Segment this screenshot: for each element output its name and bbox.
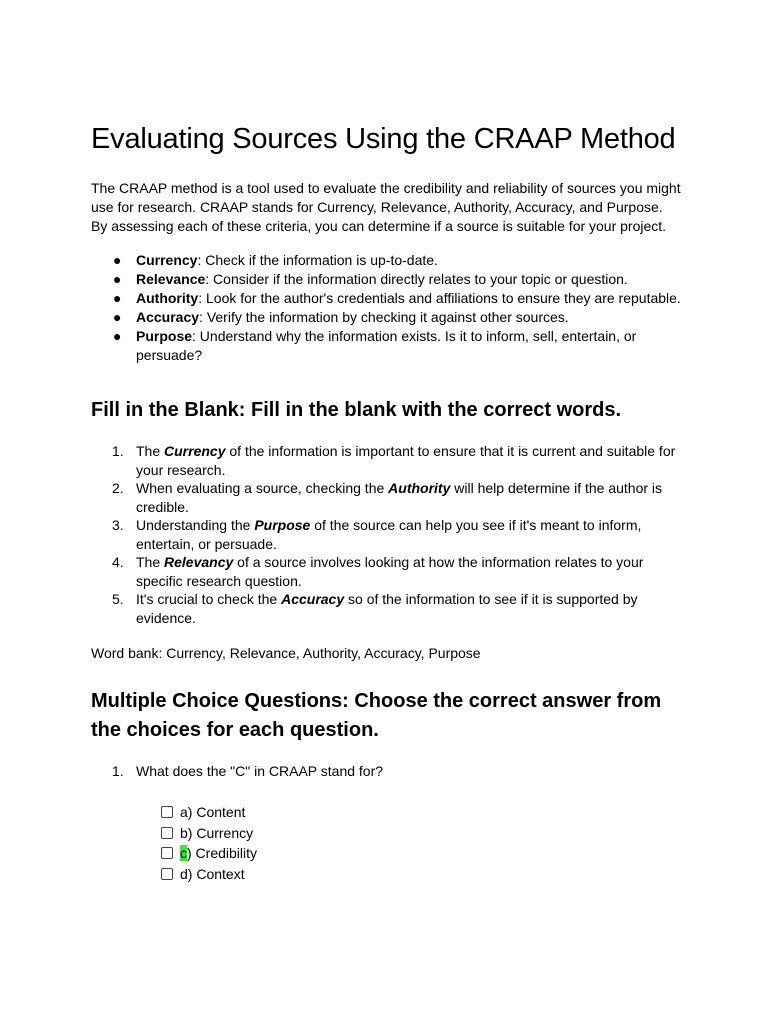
item-number: 1. (112, 443, 124, 459)
criteria-term: Authority (136, 290, 199, 306)
blank-text-after: of the source can help you see if it's meant to inform, entertain, or persuade. (136, 517, 642, 552)
criteria-desc: : Check if the information is up-to-date. (197, 252, 438, 268)
blank-text-before: When evaluating a source, checking the (136, 480, 389, 496)
intro-paragraph: The CRAAP method is a tool used to evaluate the credibility and reliability of sources you might use for research. CRAAP stands for Currency, Relevance, Authority, Accuracy, and Purpose. By assessing each of these criteria, you can determine if a source is suitable for your project. (91, 180, 681, 234)
choice-label: b) Currency (180, 824, 254, 841)
criteria-desc: : Consider if the information directly relates to your topic or question. (205, 271, 628, 287)
choice-label: a) Content (180, 804, 246, 820)
blank-text-after: of the information is important to ensure that it is current and suitable for your research. (136, 443, 676, 478)
criteria-term: Currency (136, 252, 198, 268)
checkbox[interactable] (161, 827, 173, 839)
blank-text-before: It's crucial to check the (136, 591, 282, 607)
list-item (91, 553, 681, 590)
choice-item[interactable] (91, 823, 681, 844)
bullet-icon: ● (113, 271, 122, 287)
choice-label: ) Credibility (187, 845, 258, 861)
list-item (91, 308, 681, 327)
criteria-desc: : Verify the information by checking it against other sources. (199, 309, 569, 325)
highlighted-letter: c (180, 845, 187, 861)
item-number: 1. (112, 763, 124, 779)
item-number: 4. (112, 554, 124, 570)
multiple-choice-list (91, 762, 681, 884)
checkbox[interactable] (161, 806, 173, 818)
page-title: Evaluating Sources Using the CRAAP Method (91, 123, 676, 155)
criteria-list (91, 251, 681, 365)
choice-item[interactable] (91, 843, 681, 864)
choice-item[interactable] (91, 864, 681, 885)
item-number: 3. (112, 517, 124, 533)
bullet-icon: ● (113, 252, 122, 268)
list-item (91, 251, 681, 270)
bullet-icon: ● (113, 328, 122, 344)
blank-answer: Authority (388, 480, 451, 496)
blank-answer: Accuracy (281, 591, 345, 607)
criteria-term: Relevance (136, 271, 206, 287)
criteria-term: Purpose (136, 328, 193, 344)
checkbox[interactable] (161, 847, 173, 859)
answer-choices (136, 802, 681, 884)
blank-answer: Relevancy (164, 554, 234, 570)
blank-text-after: of a source involves looking at how the information relates to your specific research question. (136, 554, 644, 589)
criteria-term: Accuracy (136, 309, 200, 325)
blank-text-after: so of the information to see if it is supported by evidence. (136, 591, 638, 626)
fill-in-blank-heading: Fill in the Blank: Fill in the blank with the correct words. (91, 399, 622, 421)
blank-answer: Purpose (254, 517, 311, 533)
item-number: 5. (112, 591, 124, 607)
document-content (91, 119, 681, 884)
question-item (91, 762, 681, 884)
criteria-desc: : Understand why the information exists. Is it to inform, sell, entertain, or persuade? (136, 328, 637, 363)
list-item (91, 289, 681, 308)
checkbox[interactable] (161, 868, 173, 880)
multiple-choice-heading: Multiple Choice Questions: Choose the correct answer from the choices for each question. (91, 690, 662, 741)
list-item (91, 442, 681, 479)
fill-in-blank-list (91, 442, 681, 627)
list-item (91, 270, 681, 289)
choice-label: d) Context (180, 865, 245, 882)
blank-answer: Currency (164, 443, 226, 459)
criteria-desc: : Look for the author's credentials and affiliations to ensure they are reputable. (198, 290, 681, 306)
blank-text-before: The (136, 554, 165, 570)
blank-text-after: will help determine if the author is credible. (136, 480, 663, 515)
list-item (91, 590, 681, 627)
bullet-icon: ● (113, 290, 122, 306)
blank-text-before: The (136, 443, 165, 459)
question-text: What does the "C" in CRAAP stand for? (136, 763, 384, 779)
word-bank: Word bank: Currency, Relevance, Authority, Accuracy, Purpose (91, 645, 481, 661)
list-item (91, 327, 681, 365)
choice-item[interactable] (91, 802, 681, 823)
list-item (91, 479, 681, 516)
bullet-icon: ● (113, 309, 122, 325)
item-number: 2. (112, 480, 124, 496)
list-item (91, 516, 681, 553)
blank-text-before: Understanding the (136, 517, 255, 533)
